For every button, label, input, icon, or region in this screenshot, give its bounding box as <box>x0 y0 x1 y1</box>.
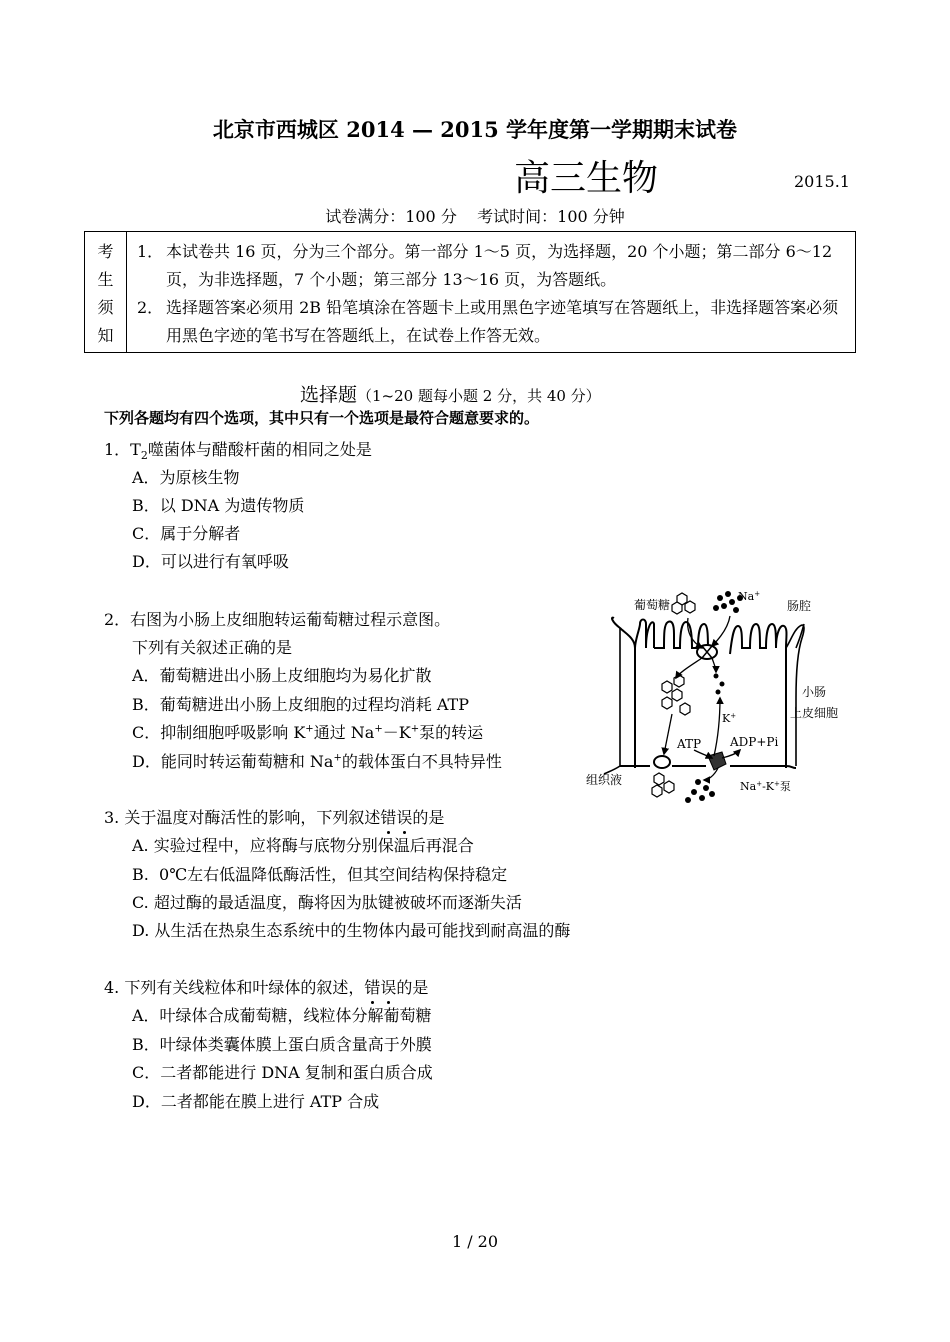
q2d-superscript: + <box>333 752 342 764</box>
question-2-stem-2: 下列有关叙述正确的是 <box>132 638 293 657</box>
q2c-text: 泵的转运 <box>419 723 484 742</box>
label-pump-sup: + <box>774 780 780 788</box>
q1-option-b[interactable]: B．以 DNA 为遗传物质 <box>132 496 305 515</box>
basolateral-transporter <box>654 756 670 768</box>
q2-option-d[interactable] <box>132 749 502 772</box>
glucose-molecules-tissue <box>652 773 674 797</box>
q3-option-b[interactable]: B. 0℃左右低温降低酶活性，但其空间结构保持稳定 <box>132 865 508 884</box>
na-k-pump-shape <box>708 752 726 770</box>
label-atp: ATP <box>677 737 702 751</box>
q3-stem-emphasis: 错 <box>380 805 396 828</box>
label-lumen: 肠腔 <box>787 599 812 613</box>
q4-stem-text-rest: 的是 <box>396 978 429 997</box>
question-3-stem <box>104 805 444 828</box>
q3-option-c[interactable]: C. 超过酶的最适温度，酶将因为肽键被破坏而逐渐失活 <box>132 893 522 912</box>
label-na-k-pump <box>740 780 791 793</box>
label-na <box>738 590 760 603</box>
q1-stem-text-rest: 噬菌体与醋酸杆菌的相同之处是 <box>147 440 372 459</box>
section-instruction: 下列各题均有四个选项，其中只有一个选项是最符合题意要求的。 <box>104 409 540 427</box>
notice-box <box>84 231 856 353</box>
label-na-sup: + <box>754 590 761 598</box>
exam-meta: 试卷满分：100 分 考试时间：100 分钟 <box>325 207 625 226</box>
q1-option-c[interactable]: C．属于分解者 <box>132 524 241 543</box>
label-tissue-fluid: 组织液 <box>586 773 623 787</box>
q3-option-d[interactable]: D. 从生活在热泉生态系统中的生物体内最可能找到耐高温的酶 <box>132 921 571 940</box>
q3-stem-text-rest: 的是 <box>412 808 445 827</box>
label-pump-end: 泵 <box>779 780 791 793</box>
q2-option-c[interactable] <box>132 720 483 743</box>
q4-option-b[interactable]: B．叶绿体类囊体膜上蛋白质含量高于外膜 <box>132 1035 432 1054</box>
glucose-transport-diagram <box>580 588 850 808</box>
q1-stem-text: 1．T <box>104 440 141 459</box>
notice-item-number: 1． <box>137 242 164 261</box>
label-k-text: K <box>722 712 731 725</box>
q4-stem-text: 4. 下列有关线粒体和叶绿体的叙述， <box>104 978 365 997</box>
question-4-stem <box>104 975 428 998</box>
q2d-text: 的载体蛋白不具特异性 <box>341 752 502 771</box>
notice-item-number: 2． <box>137 298 164 317</box>
q3-stem-text: 3. 关于温度对酶活性的影响，下列叙述 <box>104 808 381 827</box>
q2c-text: －K <box>382 723 411 742</box>
section-title <box>300 380 601 407</box>
label-cell-line2: 上皮细胞 <box>790 706 839 720</box>
label-cell-line1: 小肠 <box>802 685 827 699</box>
q4-stem-emphasis: 误 <box>380 975 396 998</box>
label-k <box>722 712 736 725</box>
notice-head-char: 须 <box>97 297 114 317</box>
question-1-stem <box>104 437 372 462</box>
notice-head-char: 考 <box>97 241 114 261</box>
sodium-ions-tissue <box>685 779 715 803</box>
label-pump-k: -K <box>762 780 774 793</box>
potassium-ions-cell <box>714 674 725 695</box>
exam-title: 北京市西城区 2014 — 2015 学年度第一学期期末试卷 <box>212 117 738 142</box>
notice-heading <box>85 232 127 352</box>
q3-stem-emphasis: 误 <box>396 805 412 828</box>
q1-option-a[interactable]: A．为原核生物 <box>132 468 240 487</box>
q2c-text: C．抑制细胞呼吸影响 K <box>132 723 306 742</box>
label-pump-na: Na <box>740 780 757 793</box>
basolateral-membrane <box>620 766 796 768</box>
section-note: （1~20 题每小题 2 分，共 40 分） <box>357 387 601 405</box>
notice-item <box>137 294 845 350</box>
q4-stem-emphasis: 错 <box>364 975 380 998</box>
question-2-stem: 2．右图为小肠上皮细胞转运葡萄糖过程示意图。 <box>104 610 451 629</box>
subject-title: 高三生物 <box>514 158 659 199</box>
notice-item-text: 选择题答案必须用 2B 铅笔填涂在答题卡上或用黑色字迹笔填写在答题纸上，非选择题答案必须用黑色字迹的笔书写在答题纸上，在试卷上作答无效。 <box>166 298 839 345</box>
label-na-text: Na <box>738 590 755 603</box>
notice-head-char: 知 <box>97 325 114 345</box>
q2c-superscript: + <box>374 723 383 735</box>
q3-option-a[interactable]: A. 实验过程中，应将酶与底物分别保温后再混合 <box>132 836 474 855</box>
q4-option-a[interactable]: A．叶绿体合成葡萄糖，线粒体分解葡萄糖 <box>132 1006 432 1025</box>
exam-date: 2015.1 <box>794 172 850 191</box>
notice-item-text: 本试卷共 16 页，分为三个部分。第一部分 1～5 页，为选择题，20 个小题；第二部分 6～12 页，为非选择题，7 个小题；第三部分 13～16 页，为答题纸。 <box>166 242 833 289</box>
notice-head-char: 生 <box>97 269 114 289</box>
glucose-molecules-cell <box>662 675 690 715</box>
q2c-superscript: + <box>305 723 314 735</box>
section-name: 选择题 <box>300 384 358 406</box>
notice-body <box>127 232 855 352</box>
q2-option-a[interactable]: A．葡萄糖进出小肠上皮细胞均为易化扩散 <box>132 666 432 685</box>
page-number: 1 / 20 <box>451 1232 499 1251</box>
q1-stem-subscript: 2 <box>140 449 148 463</box>
q2c-superscript: + <box>410 723 420 735</box>
label-adp: ADP+Pi <box>730 735 779 749</box>
q4-option-d[interactable]: D．二者都能在膜上进行 ATP 合成 <box>132 1092 380 1111</box>
q2-option-b[interactable]: B．葡萄糖进出小肠上皮细胞的过程均消耗 ATP <box>132 695 469 714</box>
q2d-text: D．能同时转运葡萄糖和 Na <box>132 752 334 771</box>
label-glucose: 葡萄糖 <box>634 598 671 612</box>
label-k-sup: + <box>730 712 737 720</box>
label-pump-sup: + <box>756 780 763 788</box>
q4-option-c[interactable]: C．二者都能进行 DNA 复制和蛋白质合成 <box>132 1063 433 1082</box>
q2c-text: 通过 Na <box>313 723 375 742</box>
notice-item <box>137 238 845 294</box>
q1-option-d[interactable]: D．可以进行有氧呼吸 <box>132 552 289 571</box>
glucose-molecules-lumen <box>672 593 695 614</box>
